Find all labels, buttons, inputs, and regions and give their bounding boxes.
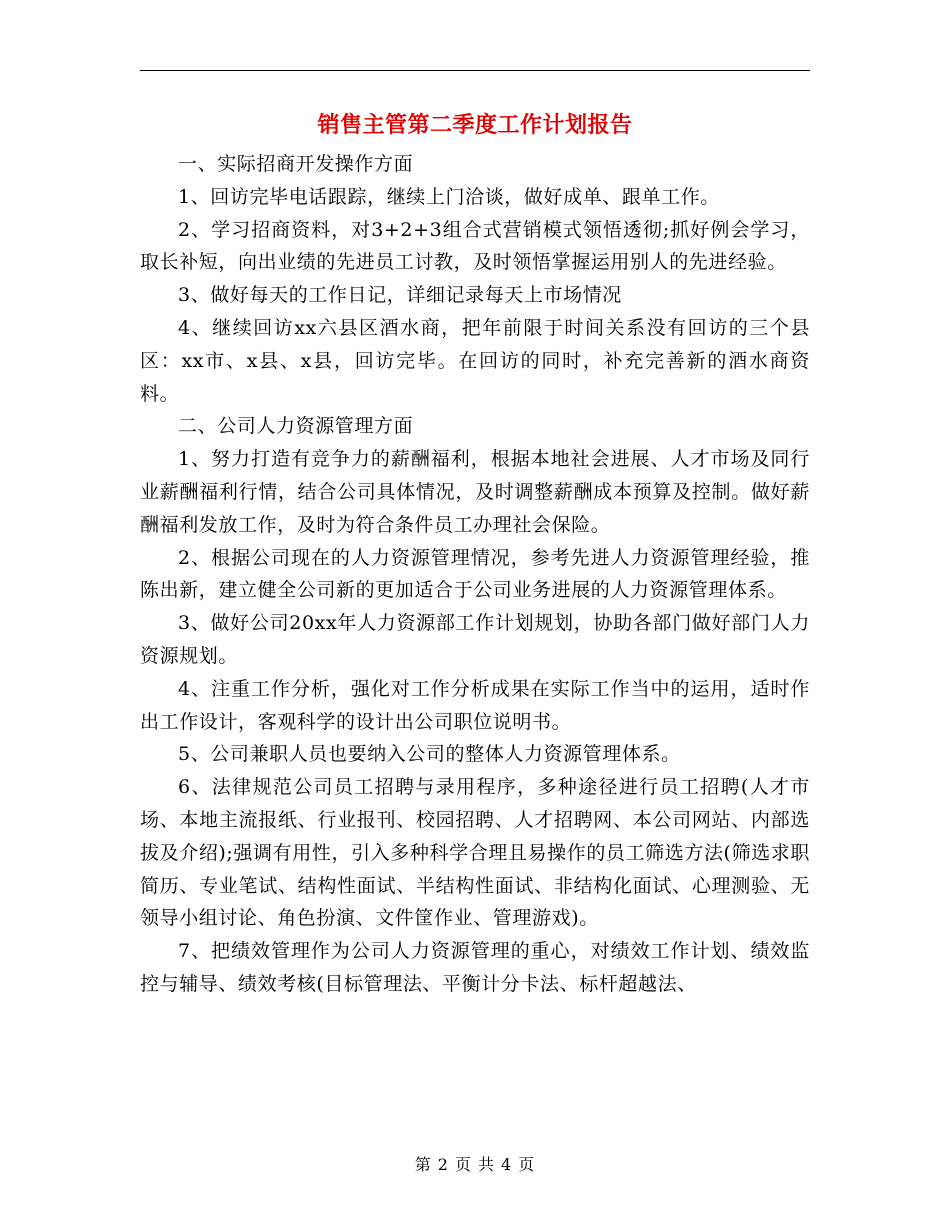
paragraph: 4、注重工作分析，强化对工作分析成果在实际工作当中的运用，适时作出工作设计，客观科学的设计出公司职位说明书。 — [140, 677, 810, 733]
paragraph: 2、根据公司现在的人力资源管理情况，参考先进人力资源管理经验，推陈出新，建立健全公司新的更加适合于公司业务进展的人力资源管理体系。 — [140, 546, 810, 602]
header-rule — [140, 70, 810, 71]
paragraph: 6、法律规范公司员工招聘与录用程序，多种途径进行员工招聘(人才市场、本地主流报纸、行业报刊、校园招聘、人才招聘网、本公司网站、内部选拔及介绍);强调有用性，引入多种科学合理且易操作的员工筛选方法(筛选求职简历、专业笔试、结构性面试、半结构性面试、非结构化面试、心理测验、无领导小组讨论、角色扮演、文件筐作业、管理游戏)。 — [140, 776, 810, 930]
paragraph: 1、努力打造有竞争力的薪酬福利，根据本地社会进展、人才市场及同行业薪酬福利行情，结合公司具体情况，及时调整薪酬成本预算及控制。做好薪酬福利发放工作，及时为符合条件员工办理社会保险。 — [140, 448, 810, 536]
paragraph: 5、公司兼职人员也要纳入公司的整体人力资源管理体系。 — [178, 743, 681, 766]
paragraph: 2、学习招商资料，对3+2+3组合式营销模式领悟透彻;抓好例会学习，取长补短，向出业绩的先进员工讨教，及时领悟掌握运用别人的先进经验。 — [140, 218, 810, 274]
section-heading-2: 二、公司人力资源管理方面 — [178, 415, 414, 438]
document-title: 销售主管第二季度工作计划报告 — [317, 112, 633, 138]
paragraph: 3、做好每天的工作日记，详细记录每天上市场情况 — [178, 284, 622, 307]
paragraph: 3、做好公司20xx年人力资源部工作计划规划，协助各部门做好部门人力资源规划。 — [140, 612, 810, 667]
paragraph: 4、继续回访xx六县区酒水商，把年前限于时间关系没有回访的三个县区：xx市、x县、x县，回访完毕。在回访的同时，补充完善新的酒水商资料。 — [140, 316, 810, 405]
total-label: 共 — [478, 1155, 496, 1174]
page-label-mid: 页 — [454, 1155, 472, 1174]
page-label-suffix: 页 — [518, 1155, 536, 1174]
paragraph: 1、回访完毕电话跟踪，继续上门洽谈，做好成单、跟单工作。 — [178, 185, 720, 208]
paragraph: 7、把绩效管理作为公司人力资源管理的重心，对绩效工作计划、绩效监控与辅导、绩效考核(目标管理法、平衡计分卡法、标杆超越法、 — [140, 940, 810, 995]
total-pages-number: 4 — [501, 1155, 513, 1174]
page-footer — [0, 1152, 950, 1175]
page-label-prefix: 第 — [414, 1155, 432, 1174]
document-body — [140, 148, 810, 1001]
current-page-number: 2 — [437, 1155, 449, 1174]
section-heading-1: 一、实际招商开发操作方面 — [178, 153, 414, 175]
